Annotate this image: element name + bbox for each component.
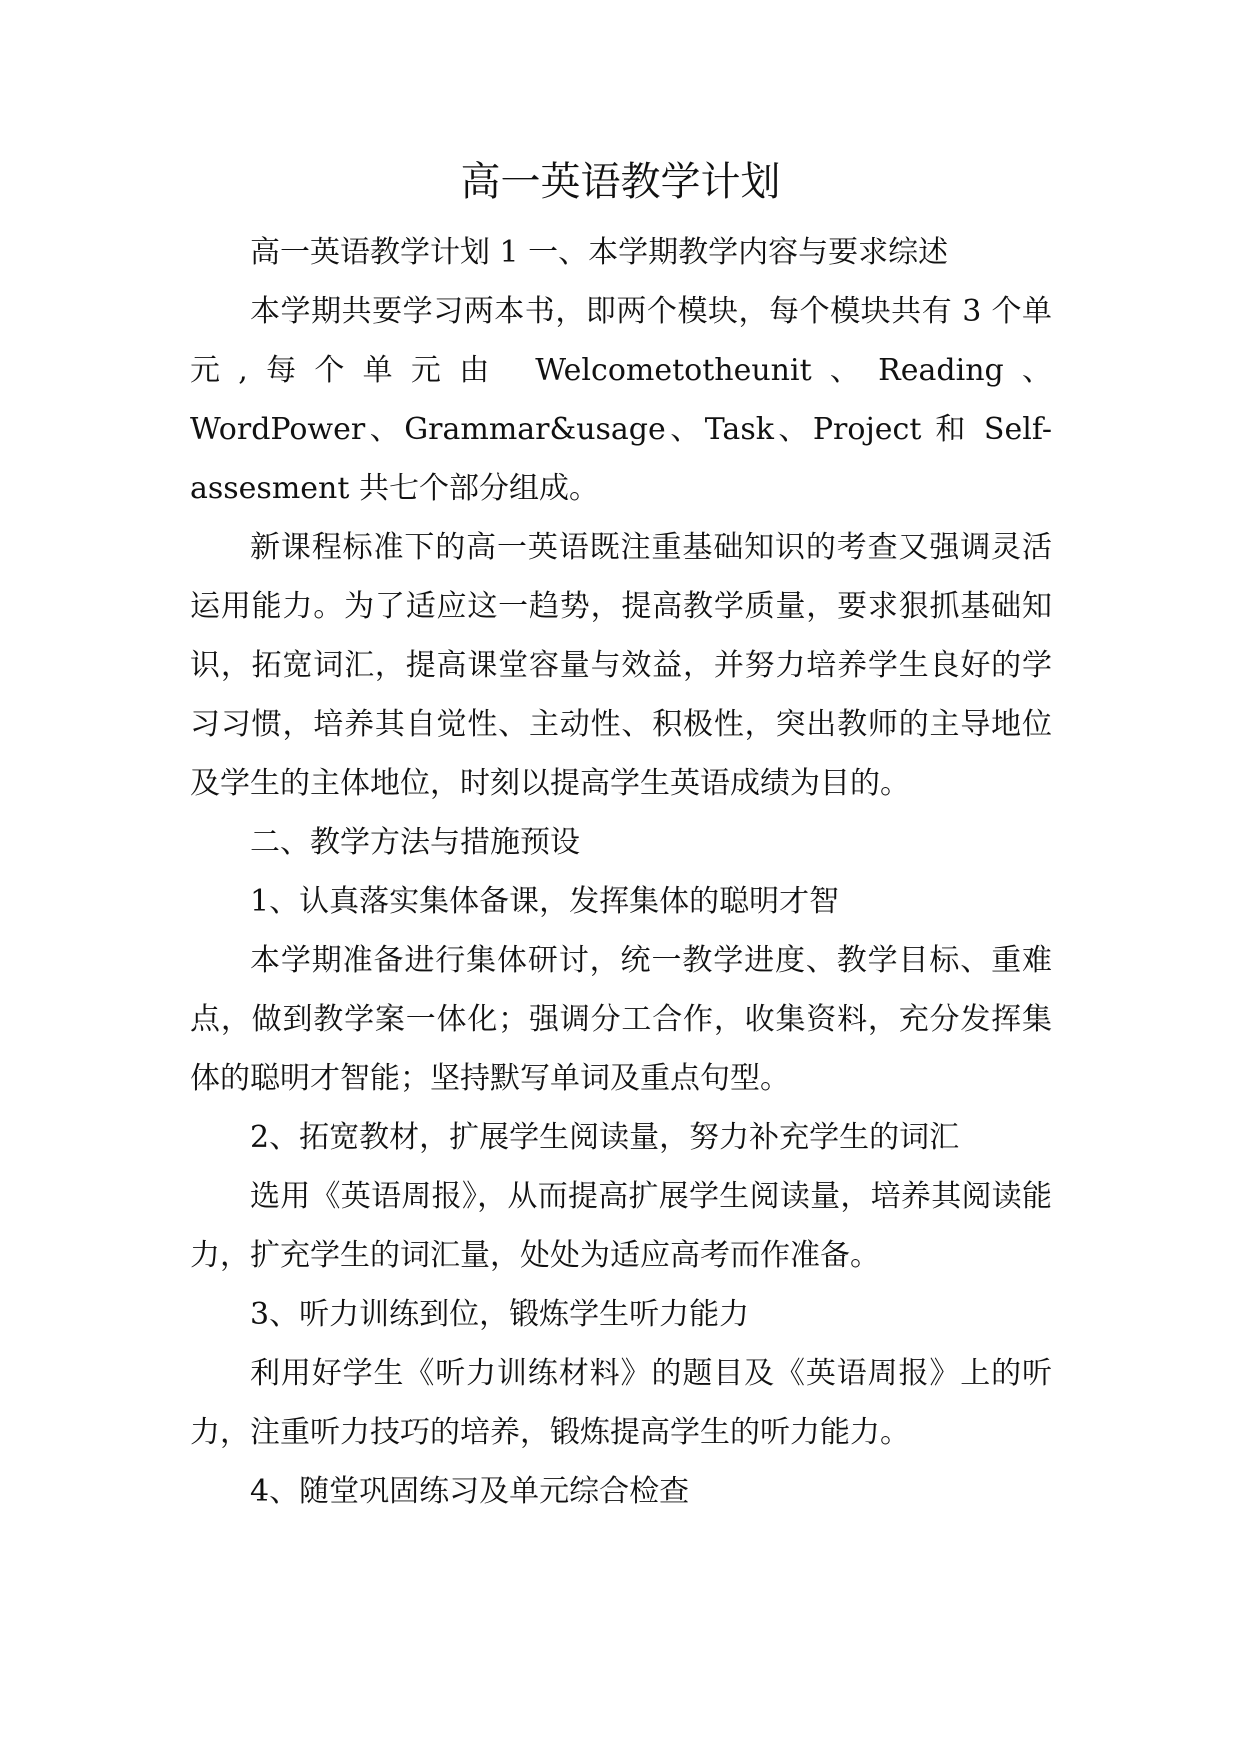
document-title: 高一英语教学计划 xyxy=(460,159,781,205)
paragraph-modules: 本学期共要学习两本书，即两个模块，每个模块共有 3 个单元,每个单元由 Welcometotheunit、Reading、WordPower、Grammar&usage、Task、Project 和 Self-assesment 共七个部分组成。 xyxy=(190,294,1052,506)
paragraph-intro-heading: 高一英语教学计划 1 一、本学期教学内容与要求综述 xyxy=(250,235,949,270)
subheading-2: 2、拓宽教材，扩展学生阅读量，努力补充学生的词汇 xyxy=(250,1120,960,1155)
subheading-4: 4、随堂巩固练习及单元综合检查 xyxy=(250,1474,690,1509)
paragraph-2: 选用《英语周报》，从而提高扩展学生阅读量，培养其阅读能力，扩充学生的词汇量，处处为适应高考而作准备。 xyxy=(190,1179,1052,1273)
paragraph-3: 利用好学生《听力训练材料》的题目及《英语周报》上的听力，注重听力技巧的培养，锻炼提高学生的听力能力。 xyxy=(190,1356,1052,1450)
paragraph-1: 本学期准备进行集体研讨，统一教学进度、教学目标、重难点，做到教学案一体化；强调分工合作，收集资料，充分发挥集体的聪明才智能；坚持默写单词及重点句型。 xyxy=(190,943,1052,1096)
subheading-1: 1、认真落实集体备课，发挥集体的聪明才智 xyxy=(250,884,840,919)
paragraph-curriculum: 新课程标准下的高一英语既注重基础知识的考查又强调灵活运用能力。为了适应这一趋势，提高教学质量，要求狠抓基础知识，拓宽词汇，提高课堂容量与效益，并努力培养学生良好的学习习惯，培养其自觉性、主动性、积极性，突出教师的主导地位及学生的主体地位，时刻以提高学生英语成绩为目的。 xyxy=(190,530,1052,801)
section-heading-methods: 二、教学方法与措施预设 xyxy=(250,825,580,860)
subheading-3: 3、听力训练到位，锻炼学生听力能力 xyxy=(250,1297,750,1332)
document-body xyxy=(190,223,1052,1521)
